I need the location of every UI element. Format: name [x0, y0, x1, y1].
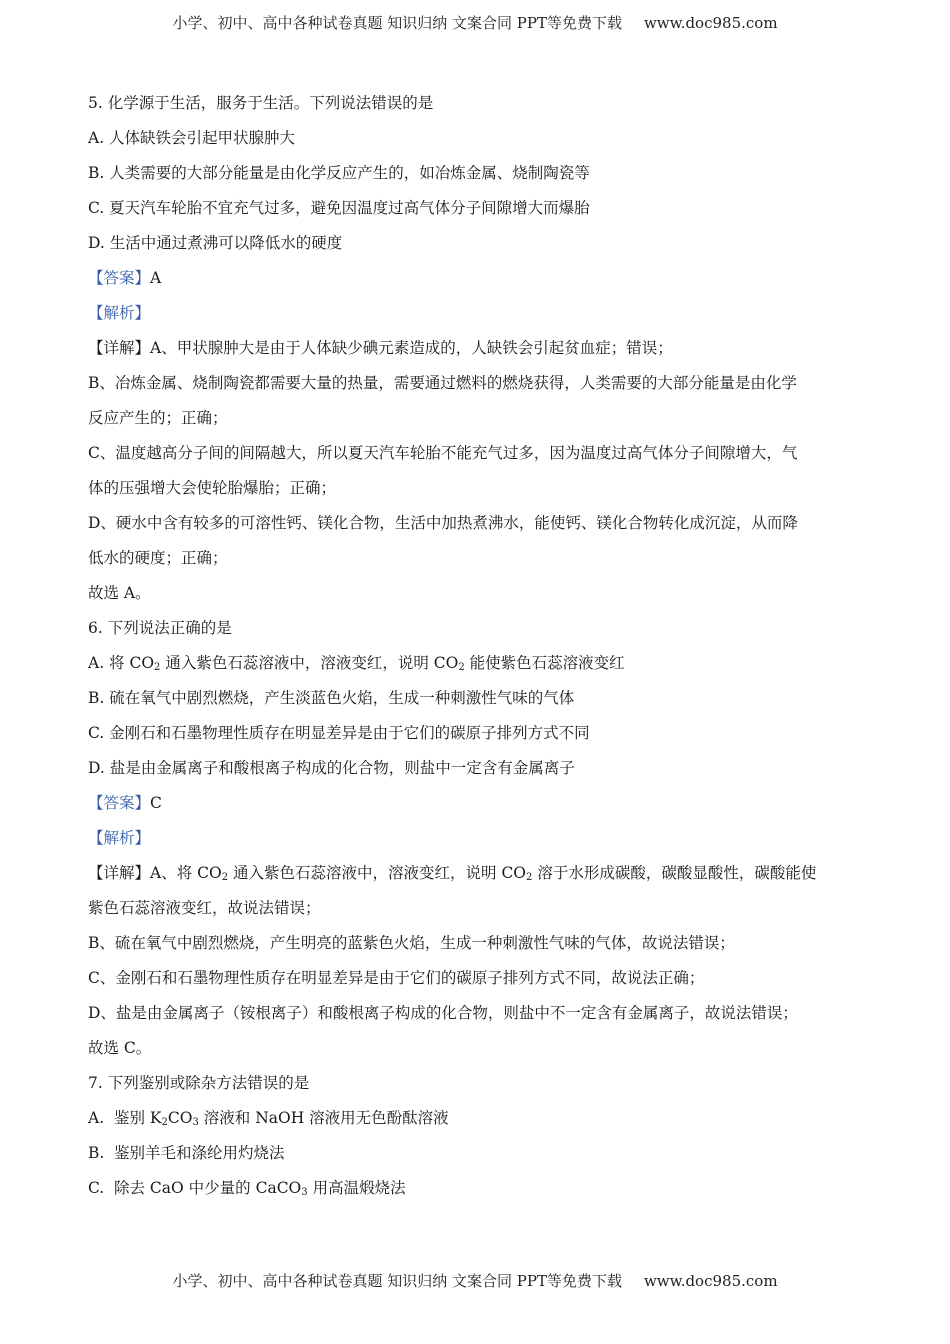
- q5-option-c: C. 夏天汽车轮胎不宜充气过多，避免因温度过高气体分子间隙增大而爆胎: [88, 199, 590, 217]
- q7-a-text-2: CO: [167, 1109, 193, 1127]
- q7-a-text-3: 溶液和 NaOH 溶液用无色酚酞溶液: [198, 1109, 449, 1127]
- q7-stem: 7. 下列鉴别或除杂方法错误的是: [88, 1074, 310, 1092]
- q5-option-a: A. 人体缺铁会引起甲状腺肿大: [88, 129, 296, 147]
- q5-detail-d1: D、硬水中含有较多的可溶性钙、镁化合物，生活中加热煮沸水，能使钙、镁化合物转化成沉淀，从而降: [88, 514, 798, 532]
- page-header: [0, 12, 950, 33]
- header-text: 小学、初中、高中各种试卷真题 知识归纳 文案合同 PPT等免费下载: [172, 14, 622, 32]
- q7-c-text-2: 用高温煅烧法: [307, 1179, 406, 1197]
- q6-a-sub-2: 2: [458, 662, 465, 673]
- q7-a-label: A.: [88, 1109, 105, 1127]
- q5-stem: 5. 化学源于生活，服务于生活。下列说法错误的是: [88, 94, 434, 112]
- detail-tag: 【详解】: [88, 864, 151, 882]
- q5-option-b: B. 人类需要的大部分能量是由化学反应产生的，如冶炼金属、烧制陶瓷等: [88, 164, 590, 182]
- q6-detail-a2: 紫色石蕊溶液变红，故说法错误；: [88, 899, 321, 917]
- q5-analysis: [88, 296, 858, 331]
- q5-detail-c2: 体的压强增大会使轮胎爆胎；正确；: [88, 479, 337, 497]
- page-footer: [0, 1270, 950, 1291]
- q5-detail-c1: C、温度越高分子间的间隔越大，所以夏天汽车轮胎不能充气过多，因为温度过高气体分子间隙增大，气: [88, 444, 798, 462]
- q5-detail-b1: B、冶炼金属、烧制陶瓷都需要大量的热量，需要通过燃料的燃烧获得，人类需要的大部分能量是由化学: [88, 374, 797, 392]
- q6-analysis: [88, 821, 858, 856]
- q5-option-d: D. 生活中通过煮沸可以降低水的硬度: [88, 234, 343, 252]
- q6-answer: [88, 786, 858, 821]
- q7-option-a: [88, 1101, 858, 1136]
- q6-detail-a-text-3: 溶于水形成碳酸，碳酸显酸性，碳酸能使: [532, 864, 817, 882]
- q5-detail-a: [88, 331, 858, 366]
- q7-b-text: 鉴别羊毛和涤纶用灼烧法: [114, 1144, 285, 1162]
- q5-answer: [88, 261, 858, 296]
- q6-stem: 6. 下列说法正确的是: [88, 619, 232, 637]
- detail-tag: 【详解】: [88, 339, 151, 357]
- q6-option-b: B. 硫在氧气中剧烈燃烧，产生淡蓝色火焰，生成一种刺激性气味的气体: [88, 689, 575, 707]
- document-body: [88, 86, 858, 1206]
- q7-c-text-1: 除去 CaO 中少量的 CaCO: [114, 1179, 302, 1197]
- q6-detail-a-sub-1: 2: [221, 872, 229, 883]
- q7-option-c: [88, 1171, 858, 1206]
- answer-tag: 【答案】: [88, 269, 151, 287]
- q6-option-c: C. 金刚石和石墨物理性质存在明显差异是由于它们的碳原子排列方式不同: [88, 724, 590, 742]
- q6-detail-a-text-2: 通入紫色石蕊溶液中，溶液变红，说明 CO: [228, 864, 527, 882]
- q6-a-text-2: 通入紫色石蕊溶液中，溶液变红，说明 CO: [160, 654, 459, 672]
- q5-conclusion: 故选 A。: [88, 584, 151, 602]
- q6-conclusion: 故选 C。: [88, 1039, 152, 1057]
- q6-detail-a-sub-2: 2: [526, 872, 533, 883]
- q6-detail-b: B、硫在氧气中剧烈燃烧，产生明亮的蓝紫色火焰，生成一种刺激性气味的气体，故说法错误；: [88, 934, 735, 952]
- q5-detail-b2: 反应产生的；正确；: [88, 409, 228, 427]
- q6-option-d: D. 盐是由金属离子和酸根离子构成的化合物，则盐中一定含有金属离子: [88, 759, 575, 777]
- q6-detail-c: C、金刚石和石墨物理性质存在明显差异是由于它们的碳原子排列方式不同，故说法正确；: [88, 969, 705, 987]
- q6-detail-d: D、盐是由金属离子（铵根离子）和酸根离子构成的化合物，则盐中不一定含有金属离子，故说法错误；: [88, 1004, 798, 1022]
- analysis-tag: 【解析】: [88, 829, 151, 847]
- q7-a-text-1: 鉴别 K: [114, 1109, 162, 1127]
- q5-answer-value: A: [150, 269, 162, 287]
- header-site-link[interactable]: www.doc985.com: [643, 14, 778, 32]
- q7-c-sub-1: 3: [301, 1187, 308, 1198]
- q6-detail-a-text-1: A、将 CO: [150, 864, 222, 882]
- q6-a-text-3: 能使紫色石蕊溶液变红: [464, 654, 625, 672]
- q5-detail-d2: 低水的硬度；正确；: [88, 549, 228, 567]
- q5-detail-a-text: A、甲状腺肿大是由于人体缺少碘元素造成的，人缺铁会引起贫血症；错误；: [150, 339, 673, 357]
- footer-site-link[interactable]: www.doc985.com: [643, 1272, 778, 1290]
- q6-a-text-1: A. 将 CO: [88, 654, 155, 672]
- q7-option-b: [88, 1136, 858, 1171]
- q7-c-label: C.: [88, 1179, 105, 1197]
- q7-a-sub-1: 2: [161, 1117, 168, 1128]
- q6-answer-value: C: [150, 794, 162, 812]
- analysis-tag: 【解析】: [88, 304, 151, 322]
- q6-detail-a: [88, 856, 858, 891]
- q6-a-sub-1: 2: [154, 662, 161, 673]
- q7-b-label: B.: [88, 1144, 105, 1162]
- q6-option-a: [88, 646, 858, 681]
- q7-a-sub-2: 3: [192, 1117, 199, 1128]
- answer-tag: 【答案】: [88, 794, 151, 812]
- footer-text: 小学、初中、高中各种试卷真题 知识归纳 文案合同 PPT等免费下载: [172, 1272, 622, 1290]
